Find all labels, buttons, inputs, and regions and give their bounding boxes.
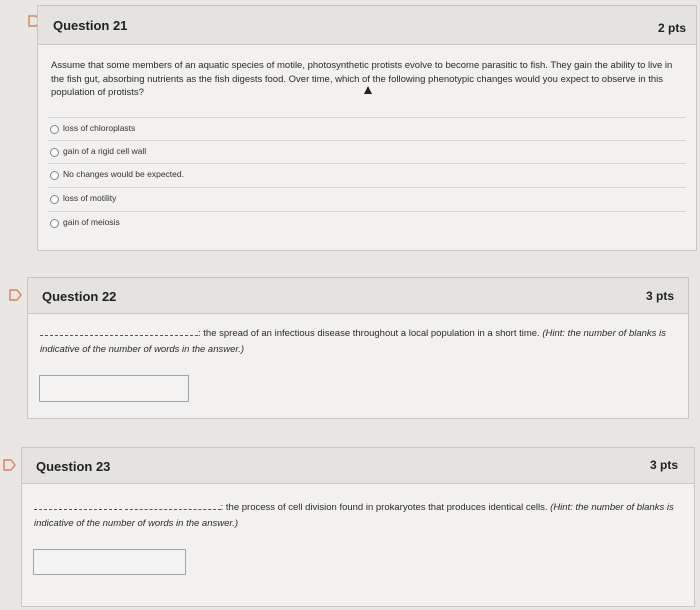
answer-option[interactable] bbox=[48, 211, 686, 234]
question-points: 2 pts bbox=[657, 21, 686, 35]
radio-button[interactable] bbox=[50, 219, 59, 228]
question-title: Question 23 bbox=[36, 459, 111, 474]
answer-option[interactable] bbox=[48, 117, 686, 140]
question-title: Question 21 bbox=[53, 18, 128, 33]
radio-button[interactable] bbox=[50, 148, 59, 157]
question-23-header bbox=[22, 448, 694, 484]
question-21-card bbox=[37, 5, 697, 251]
answer-option[interactable] bbox=[48, 140, 686, 163]
answer-label[interactable]: gain of meiosis bbox=[63, 217, 120, 227]
radio-button[interactable] bbox=[50, 171, 59, 180]
answer-option[interactable] bbox=[48, 163, 686, 186]
question-text: Assume that some members of an aquatic species of motile, photosynthetic protists evolve to become parasitic to fish. They gain the ability to live in the fish gut, absorbing nutrients as the fish digests food. Over time, which of the following phenotypic changes would you expect to observe in this population of protists? bbox=[51, 60, 673, 98]
answer-blank bbox=[125, 509, 221, 510]
radio-button[interactable] bbox=[50, 195, 59, 204]
flag-question-icon[interactable] bbox=[3, 459, 17, 471]
radio-button[interactable] bbox=[50, 125, 59, 134]
answer-blank bbox=[40, 335, 198, 336]
answer-label[interactable]: No changes would be expected. bbox=[63, 169, 184, 179]
question-22-card bbox=[27, 277, 689, 419]
answer-input[interactable] bbox=[39, 375, 189, 402]
answer-option[interactable] bbox=[48, 187, 686, 210]
question-title: Question 22 bbox=[42, 289, 117, 304]
answer-input[interactable] bbox=[33, 549, 186, 575]
answer-label[interactable]: loss of motility bbox=[63, 193, 117, 203]
answer-label[interactable]: gain of a rigid cell wall bbox=[63, 146, 147, 156]
question-21-header bbox=[38, 6, 696, 45]
question-22-header bbox=[28, 278, 688, 314]
question-points: 3 pts bbox=[645, 289, 674, 303]
question-text: : the spread of an infectious disease throughout a local population in a short time. (Hint: the number of blanks is indicative of the number of words in the answer.) bbox=[40, 328, 666, 355]
answer-label[interactable]: loss of chloroplasts bbox=[63, 123, 136, 133]
answer-blank bbox=[34, 509, 122, 510]
question-points: 3 pts bbox=[649, 458, 678, 472]
mouse-cursor-icon bbox=[364, 86, 372, 94]
question-text: : the process of cell division found in prokaryotes that produces identical cells. (Hint: the number of blanks is indicative of the number of words in the answer.) bbox=[34, 502, 674, 529]
flag-question-icon[interactable] bbox=[9, 289, 23, 301]
question-23-card bbox=[21, 447, 695, 607]
